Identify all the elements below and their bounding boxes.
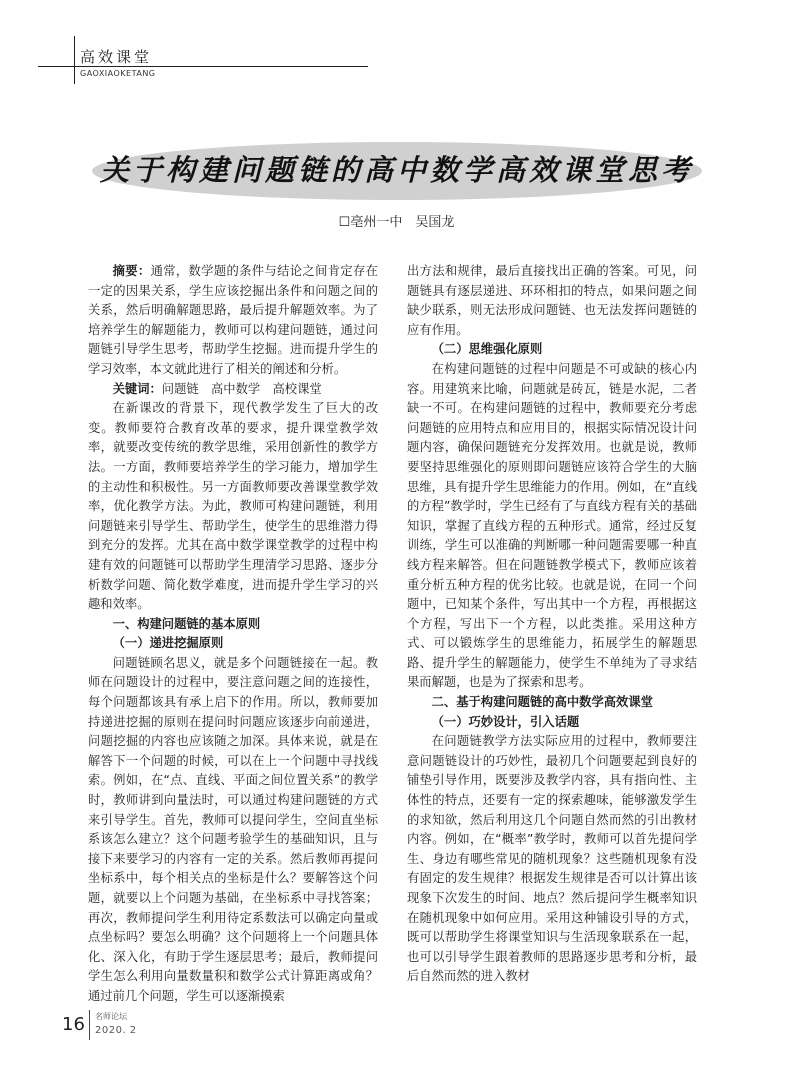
author-line: ☐亳州一中 吴国龙 <box>338 215 455 230</box>
subsection-heading: （一）递进挖掘原则 <box>112 636 224 651</box>
abstract-text: 通常，数学题的条件与结论之间肯定存在一定的因果关系，学生应该挖掘出条件和问题之间的关系，然后明确解题思路，最后提升解题效率。为了培养学生的解题能力，教师可以构建问题链，通过问题链引导学生思考，帮助学生挖掘。进而提升学生的学习效率，本文就此进行了相关的阐述和分析。 <box>88 264 378 376</box>
right-column <box>407 262 697 987</box>
magazine-name: 名师论坛 <box>95 1012 127 1021</box>
header-rule-vertical <box>74 36 75 84</box>
body-paragraph: 问题链顾名思义，就是多个问题链接在一起。教师在问题设计的过程中，要注意问题之间的连接性，每个问题都该具有承上启下的作用。所以，教师要加持递进挖掘的原则在提问时问题应该逐步向前递进，问题挖掘的内容也应该随之加深。具体来说，就是在解答下一个问题的时候，可以在上一个问题中寻找线索。例如，在“点、直线、平面之间位置关系”的教学时，教师讲到向量法时，可以通过构建问题链的方式来引导学生。首先，教师可以提问学生，空间直坐标系该怎么建立？这个问题考验学生的基础知识，且与接下来要学习的内容有一定的关系。然后教师再提问坐标系中，每个相关点的坐标是什么？要解答这个问题，就要以上个问题为基础，在坐标系中寻找答案；再次，教师提问学生利用待定系数法可以确定向量或点坐标吗？要怎么明确？这个问题将上一个问题具体化、深入化，有助于学生逐层思考；最后，教师提问学生怎么利用向量数量积和数学公式计算距离或角？通过前几个问题，学生可以逐渐摸索 <box>88 655 378 1003</box>
article-title: 关于构建问题链的高中数学高效课堂思考 <box>99 153 694 187</box>
section-heading: 一、构建问题链的基本原则 <box>112 616 261 631</box>
body-paragraph: 出方法和规律，最后直接找出正确的答案。可见，问题链具有逐层递进、环环相扣的特点，如果问题之间缺少联系，则无法形成问题链、也无法发挥问题链的应有作用。 <box>407 264 697 337</box>
footer-divider <box>89 1010 90 1040</box>
section-heading: 二、基于构建问题链的高中数学高效课堂 <box>431 695 653 710</box>
body-paragraph: 在问题链教学方法实际应用的过程中，教师要注意问题链设计的巧妙性，最初几个问题要起到良好的铺垫引导作用，既要涉及教学内容，具有指向性、主体性的特点，还要有一定的探索趣味，能够激发学生的求知欲，然后利用这几个问题自然而然的引出教材内容。例如，在“概率”教学时，教师可以首先提问学生、身边有哪些常见的随机现象？这些随机现象有没有固定的发生规律？根据发生规律是否可以计算出该现象下次发生的时间、地点？然后提问学生概率知识在随机现象中如何应用。采用这种铺设引导的方式，既可以帮助学生将课堂知识与生活现象联系在一起，也可以引导学生跟着教师的思路逐步思考和分析，最后自然而然的进入教材 <box>407 734 697 984</box>
intro-paragraph: 在新课改的背景下，现代教学发生了巨大的改变。教师要符合教育改革的要求，提升课堂教学效率，就要改变传统的教学思维，采用创新性的教学方法。一方面，教师要培养学生的学习能力，增加学生的主动性和积极性。另一方面教师要改善课堂教学效率，优化教学方法。为此，教师可构建问题链，利用问题链来引导学生、帮助学生，使学生的思维潜力得到充分的发挥。尤其在高中数学课堂教学的过程中构建有效的问题链可以帮助学生理清学习思路、逐步分析数学问题、简化数学难度，进而提升学生学习的兴趣和效率。 <box>88 401 378 612</box>
subsection-heading: （二）思维强化原则 <box>431 342 543 357</box>
keywords-text: 问题链 高中数学 高校课堂 <box>161 381 322 396</box>
abstract <box>88 262 378 380</box>
left-column <box>88 262 378 1007</box>
section-title-cn: 高效课堂 <box>80 48 153 66</box>
keywords-label: 关键词： <box>112 381 162 396</box>
keywords <box>88 380 378 400</box>
section-title-en: GAOXIAOKETANG <box>80 69 156 78</box>
page-number: 16 <box>62 1014 85 1035</box>
subsection-heading: （一）巧妙设计，引入话题 <box>431 714 580 729</box>
issue-date: 2020. 2 <box>95 1025 137 1036</box>
abstract-label: 摘要： <box>112 264 151 278</box>
body-paragraph: 在构建问题链的过程中问题是不可或缺的核心内容。用建筑来比喻，问题就是砖瓦，链是水泥，二者缺一不可。在构建问题链的过程中，教师要充分考虑问题链的应用特点和应用目的，根据实际情况设计问题内容，确保问题链充分发挥效用。也就是说，教师要坚持思维强化的原则即问题链应该符合学生的大脑思维，具有提升学生思维能力的作用。例如，在“直线的方程”教学时，学生已经有了与直线方程有关的基础知识，掌握了直线方程的五种形式。通常，经过反复训练，学生可以准确的判断哪一种问题需要哪一种直线方程来解答。但在问题链教学模式下，教师应该着重分析五种方程的优劣比较。也就是说，在同一个问题中，已知某个条件，写出其中一个方程，再根据这个方程，写出下一个方程，以此类推。采用这种方式、可以锻炼学生的思维能力，拓展学生的解题思路、提升学生的解题能力，使学生不单纯为了寻求结果而解题，也是为了探索和思考。 <box>407 361 697 690</box>
